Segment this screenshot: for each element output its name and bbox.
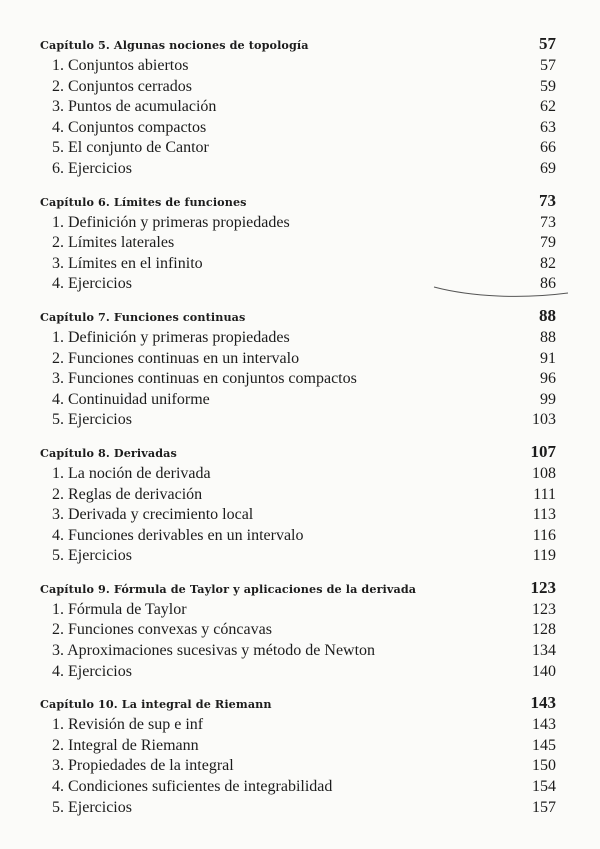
chapter-title: Capítulo 10. La integral de Riemann xyxy=(40,697,272,712)
chapter-title: Capítulo 5. Algunas nociones de topología xyxy=(40,38,309,52)
toc-entry xyxy=(40,233,556,254)
entry-page-number: 157 xyxy=(532,798,556,816)
entry-label: 4. Ejercicios xyxy=(52,662,132,680)
entry-label: 4. Ejercicios xyxy=(52,275,132,293)
entry-page-number: 119 xyxy=(532,547,556,565)
table-of-contents xyxy=(40,32,556,827)
entry-label: 3. Límites en el infinito xyxy=(52,254,203,272)
toc-entry xyxy=(40,505,556,526)
entry-label: 2. Conjuntos cerrados xyxy=(52,77,192,95)
entry-page-number: 99 xyxy=(540,390,556,408)
entry-page-number: 96 xyxy=(540,370,556,388)
chapter-page-number: 57 xyxy=(539,34,556,53)
entry-page-number: 103 xyxy=(532,411,556,429)
entry-page-number: 143 xyxy=(532,716,556,734)
entry-page-number: 63 xyxy=(540,118,556,136)
chapter-heading xyxy=(40,691,556,715)
entry-label: 1. Conjuntos abiertos xyxy=(52,57,189,74)
entry-label: 1. Definición y primeras propiedades xyxy=(52,213,290,231)
entry-page-number: 62 xyxy=(540,98,556,116)
entry-label: 4. Funciones derivables en un intervalo xyxy=(52,526,304,544)
chapter-7 xyxy=(40,304,556,431)
entry-label: 6. Ejercicios xyxy=(52,159,132,177)
entry-label: 1. Fórmula de Taylor xyxy=(52,600,187,618)
toc-entry xyxy=(40,213,556,234)
entry-label: 3. Derivada y crecimiento local xyxy=(52,506,254,524)
entry-label: 3. Funciones continuas en conjuntos compactos xyxy=(52,370,357,388)
toc-entry xyxy=(40,600,556,621)
chapter-heading xyxy=(40,440,556,464)
chapter-title: Capítulo 9. Fórmula de Taylor y aplicaciones de la derivada xyxy=(40,581,417,596)
chapter-8 xyxy=(40,440,556,567)
chapter-heading xyxy=(40,576,556,600)
chapter-title: Capítulo 8. Derivadas xyxy=(40,445,177,460)
toc-entry xyxy=(40,485,556,506)
toc-entry xyxy=(40,662,556,683)
entry-label: 5. Ejercicios xyxy=(52,411,132,429)
toc-entry xyxy=(40,369,556,390)
chapter-page-number: 73 xyxy=(539,190,556,210)
toc-entry xyxy=(40,138,556,159)
toc-entry xyxy=(40,410,556,431)
toc-entry xyxy=(40,798,556,819)
chapter-heading xyxy=(40,189,556,213)
entry-label: 3. Propiedades de la integral xyxy=(52,757,234,775)
toc-entry xyxy=(40,159,556,180)
entry-page-number: 111 xyxy=(533,485,556,503)
entry-label: 2. Reglas de derivación xyxy=(52,485,203,503)
chapter-5 xyxy=(40,32,556,180)
entry-page-number: 59 xyxy=(540,77,556,95)
entry-page-number: 134 xyxy=(532,642,556,660)
entry-label: 1. Definición y primeras propiedades xyxy=(52,328,290,346)
entry-page-number: 73 xyxy=(540,213,556,231)
entry-page-number: 108 xyxy=(532,464,556,482)
toc-entry xyxy=(40,349,556,370)
entry-page-number: 113 xyxy=(532,506,556,524)
entry-page-number: 123 xyxy=(532,600,556,618)
chapter-heading xyxy=(40,32,556,56)
chapter-heading xyxy=(40,304,556,328)
entry-label: 3. Aproximaciones sucesivas y método de Newton xyxy=(52,642,376,660)
entry-page-number: 66 xyxy=(540,139,556,157)
toc-entry xyxy=(40,715,556,736)
entry-label: 5. El conjunto de Cantor xyxy=(52,139,209,157)
entry-label: 3. Puntos de acumulación xyxy=(52,98,217,116)
chapter-9 xyxy=(40,576,556,682)
entry-page-number: 145 xyxy=(532,736,556,754)
toc-entry xyxy=(40,736,556,757)
toc-entry xyxy=(40,526,556,547)
entry-page-number: 116 xyxy=(532,526,556,544)
entry-label: 1. Revisión de sup e inf xyxy=(52,716,204,734)
entry-label: 4. Condiciones suficientes de integrabilidad xyxy=(52,778,333,796)
entry-label: 2. Funciones convexas y cóncavas xyxy=(52,621,272,639)
chapter-10 xyxy=(40,691,556,818)
chapter-title: Capítulo 6. Límites de funciones xyxy=(40,194,247,209)
entry-page-number: 128 xyxy=(532,621,556,639)
pencil-mark xyxy=(432,283,572,303)
entry-label: 4. Conjuntos compactos xyxy=(52,118,207,136)
chapter-page-number: 88 xyxy=(539,305,556,325)
entry-label: 5. Ejercicios xyxy=(52,798,132,816)
chapter-page-number: 143 xyxy=(530,693,556,713)
entry-label: 2. Integral de Riemann xyxy=(52,736,199,754)
entry-label: 1. La noción de derivada xyxy=(52,464,211,482)
toc-entry xyxy=(40,756,556,777)
entry-page-number: 79 xyxy=(540,234,556,252)
entry-page-number: 82 xyxy=(540,254,556,272)
entry-label: 4. Continuidad uniforme xyxy=(52,390,210,408)
toc-entry xyxy=(40,56,556,77)
toc-entry xyxy=(40,328,556,349)
entry-page-number: 154 xyxy=(532,778,556,796)
entry-label: 2. Límites laterales xyxy=(52,234,175,252)
toc-entry xyxy=(40,464,556,485)
entry-page-number: 91 xyxy=(540,349,556,367)
entry-page-number: 86 xyxy=(540,275,556,293)
entry-label: 5. Ejercicios xyxy=(52,547,132,565)
toc-entry xyxy=(40,390,556,411)
entry-page-number: 88 xyxy=(540,328,556,346)
toc-entry xyxy=(40,97,556,118)
toc-entry xyxy=(40,641,556,662)
chapter-title: Capítulo 7. Funciones continuas xyxy=(40,309,246,324)
toc-entry xyxy=(40,546,556,567)
entry-page-number: 69 xyxy=(540,159,556,177)
entry-page-number: 150 xyxy=(532,757,556,775)
toc-entry xyxy=(40,620,556,641)
chapter-page-number: 123 xyxy=(530,577,556,597)
toc-entry xyxy=(40,777,556,798)
chapter-6 xyxy=(40,189,556,295)
entry-page-number: 140 xyxy=(532,662,556,680)
entry-label: 2. Funciones continuas en un intervalo xyxy=(52,349,300,367)
entry-page-number: 57 xyxy=(540,57,556,74)
toc-entry xyxy=(40,118,556,139)
toc-entry xyxy=(40,254,556,275)
chapter-page-number: 107 xyxy=(530,441,556,461)
toc-entry xyxy=(40,77,556,98)
